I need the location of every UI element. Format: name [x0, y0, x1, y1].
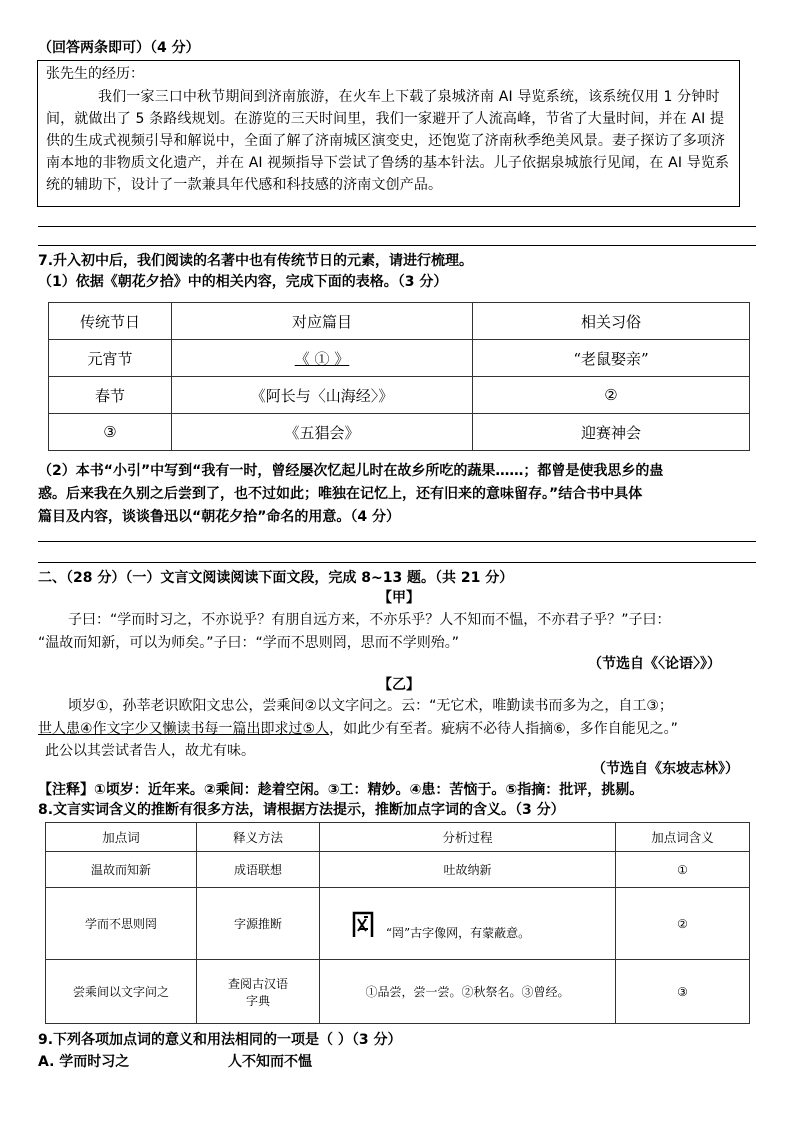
jia-source: （节选自《〈论语〉》）	[588, 656, 721, 672]
answer-instruction: （回答两条即可）（4 分）	[38, 40, 200, 56]
table-header: 释义方法	[197, 823, 320, 852]
table-cell: 查阅古汉语 字典	[197, 960, 320, 1024]
question-9-title: 9.下列各项加点词的意义和用法相同的一项是（ ）（3 分）	[38, 1032, 402, 1048]
table-cell: 吐故纳新	[320, 852, 616, 888]
table-cell: 尝乘间以文字问之	[46, 960, 197, 1024]
ancient-wang-glyph-icon	[350, 909, 376, 939]
yi-text: 此公以其尝试者告人，故尤有味。	[45, 743, 255, 759]
question-7-sub2: 篇目及内容，谈谈鲁迅以“朝花夕拾”命名的用意。（4 分）	[38, 509, 401, 525]
table-cell: ①	[616, 852, 750, 888]
table-cell: ①品尝，尝一尝。②秋祭名。③曾经。	[320, 960, 616, 1024]
table-header: 加点词	[46, 823, 197, 852]
table-cell: 春节	[49, 377, 172, 414]
section-heading: 二、（28 分）（一）文言文阅读阅读下面文段，完成 8~13 题。（共 21 分）	[38, 570, 514, 586]
table-cell: 《阿长与〈山海经〉》	[172, 377, 473, 414]
table-header: 分析过程	[320, 823, 616, 852]
table-cell: 字源推断	[197, 888, 320, 960]
question-7-sub2: 惑。后来我在久别之后尝到了，也不过如此；唯独在记忆上，还有旧来的意味留存。”结合书中具体	[38, 486, 643, 502]
underlined-sentence: 世人患④作文字少又懒读书每一篇出即求过⑤人	[38, 721, 330, 737]
table-cell: 成语联想	[197, 852, 320, 888]
yi-text: 顷岁①，孙莘老识欧阳文忠公，尝乘间②以文字问之。云：“无它术，唯勤读书而多为之，自工③；	[68, 698, 673, 714]
text-label-yi: 【乙】	[378, 677, 420, 693]
table-cell: 温故而知新	[46, 852, 197, 888]
text-label-jia: 【甲】	[378, 590, 420, 606]
question-8-title: 8.文言实词含义的推断有很多方法，请根据方法提示，推断加点字词的含义。（3 分）	[38, 802, 565, 818]
material-box	[37, 60, 740, 207]
table-header: 加点词含义	[616, 823, 750, 852]
question-7-sub2: （2）本书“小引”中写到“我有一时，曾经屡次忆起儿时在故乡所吃的蔬果……；都曾是使我思乡的蛊	[38, 463, 664, 479]
jia-text: 子曰：“学而时习之，不亦说乎？有朋自远方来，不亦乐乎？人不知而不愠，不亦君子乎？”子曰：	[68, 612, 671, 628]
answer-line	[38, 226, 756, 227]
material-title: 张先生的经历：	[46, 66, 144, 82]
answer-line	[38, 562, 756, 563]
table-cell: 迎赛神会	[473, 414, 750, 451]
table-cell: ③	[616, 960, 750, 1024]
answer-line	[38, 245, 756, 246]
table-cell: “罔”古字像网，有蒙蔽意。	[320, 888, 616, 960]
table-cell: 《五猖会》	[172, 414, 473, 451]
table-header: 传统节日	[49, 303, 172, 340]
question-7-title: 7.升入初中后，我们阅读的名著中也有传统节日的元素，请进行梳理。	[38, 253, 474, 269]
jia-text: “温故而知新，可以为师矣。”子曰：“学而不思则罔，思而不学则殆。”	[38, 635, 460, 651]
option-a-right: 人不知而不愠	[228, 1054, 312, 1070]
answer-line	[38, 541, 756, 542]
fill-blank: 《 ① 》	[294, 349, 350, 368]
material-paragraph: 我们一家三口中秋节期间到济南旅游，在火车上下载了泉城济南 AI 导览系统，该系统仅用 1 分钟时间，就做出了 5 条路线规划。在游览的三天时间里，我们一家避开了人流高峰，节省了大量时间，并在 AI 提供的生成式视频引导和解说中，全面了解了济南城区演变史，还饱览了济南秋季绝美风景。妻子探访了多项济南本地的非物质文化遗产，并在 AI 视频指导下尝试了鲁绣的基本针法。儿子依据泉城旅行见闻，在 AI 导览系统的辅助下，设计了一款兼具年代感和科技感的济南文创产品。	[46, 89, 730, 193]
table-cell: ②	[616, 888, 750, 960]
word-meaning-table	[45, 822, 750, 1024]
table-cell: ③	[49, 414, 172, 451]
festival-table	[48, 302, 750, 451]
yi-text: 世人患④作文字少又懒读书每一篇出即求过⑤人，如此少有至者。疵病不必待人指摘⑥，多作自能见之。”	[38, 721, 678, 737]
table-cell: 学而不思则罔	[46, 888, 197, 960]
table-header: 相关习俗	[473, 303, 750, 340]
table-cell	[172, 340, 473, 377]
table-cell: “老鼠娶亲”	[473, 340, 750, 377]
table-header: 对应篇目	[172, 303, 473, 340]
yi-source: （节选自《东坡志林》）	[592, 761, 739, 777]
table-cell: ②	[473, 377, 750, 414]
table-cell: 元宵节	[49, 340, 172, 377]
option-a: A. 学而时习之	[38, 1054, 130, 1070]
question-7-sub1: （1）依据《朝花夕拾》中的相关内容，完成下面的表格。（3 分）	[38, 274, 448, 290]
annotations: 【注释】①顷岁：近年来。②乘间：趁着空闲。③工：精妙。④患：苦恼于。⑤指摘：批评，挑剔。	[38, 782, 644, 798]
